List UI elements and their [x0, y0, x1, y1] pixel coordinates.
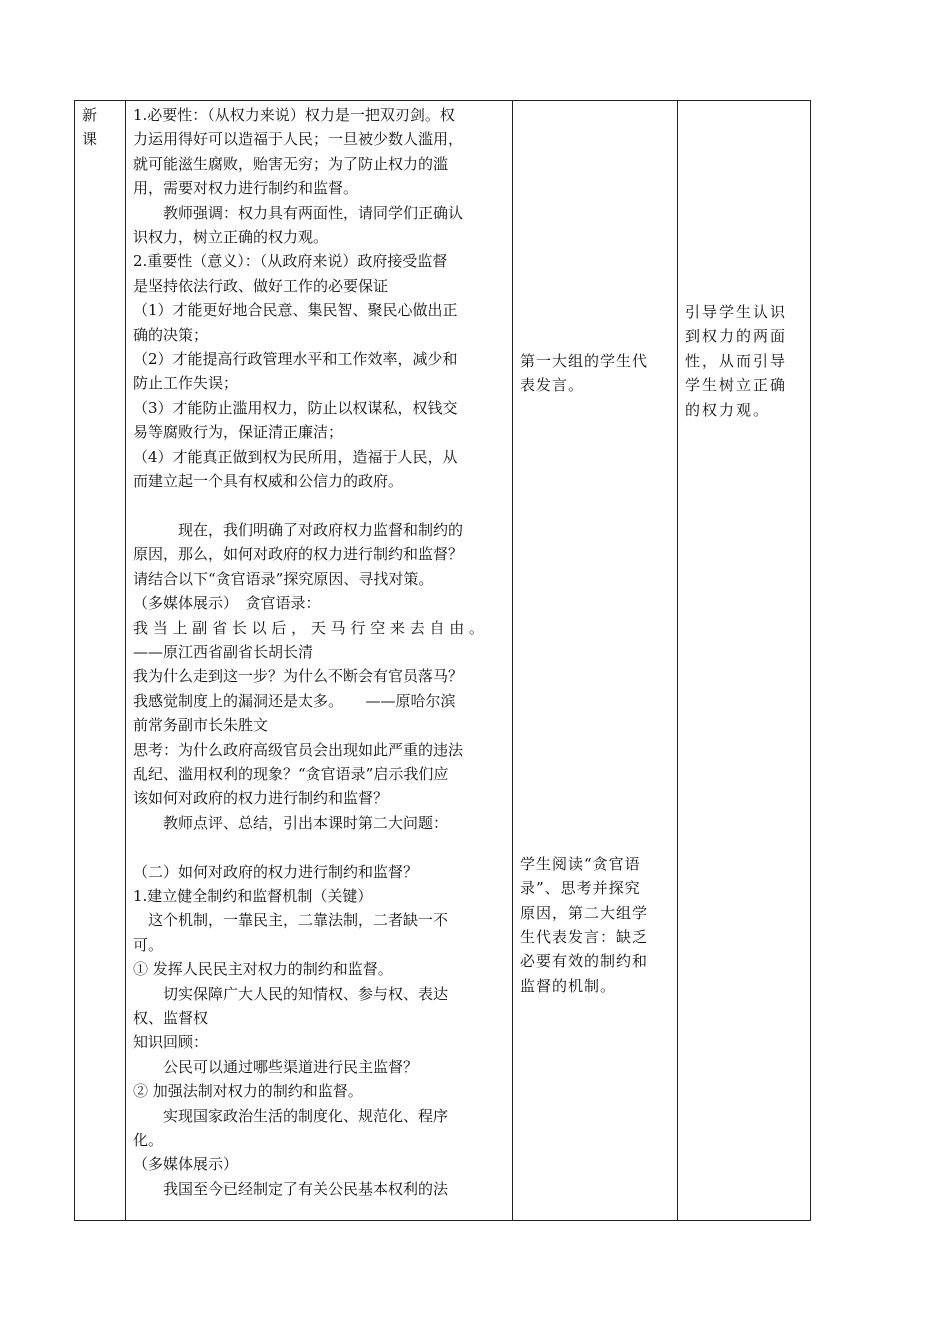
content-line: （4）才能真正做到权为民所用，造福于人民，从	[133, 447, 458, 466]
content-line: 思考：为什么政府高级官员会出现如此严重的违法	[133, 740, 464, 759]
content-line: 而建立起一个具有权威和公信力的政府。	[133, 472, 404, 491]
content-line: （2）才能提高行政管理水平和工作效率，减少和	[133, 350, 458, 369]
activity-line: 表发言。	[520, 376, 585, 395]
section-label-char: 课	[82, 130, 98, 149]
content-line: 识权力，树立正确的权力观。	[133, 228, 329, 247]
content-line: 确的决策；	[133, 325, 209, 344]
content-line: （二）如何对政府的权力进行制约和监督？	[133, 862, 419, 881]
content-line: ——原江西省副省长胡长清	[133, 642, 314, 661]
section-label-cell	[75, 101, 126, 1221]
content-line: 用，需要对权力进行制约和监督。	[133, 179, 359, 198]
intent-line: 性，从而引导	[685, 351, 788, 370]
activity-line: 生代表发言：缺乏	[520, 928, 649, 947]
content-line: 教师强调：权力具有两面性，请同学们正确认	[133, 203, 464, 222]
activity-line: 监督的机制。	[520, 976, 617, 995]
content-line: （多媒体展示）	[133, 1155, 239, 1174]
content-line: 我为什么走到这一步？为什么不断会有官员落马？	[133, 667, 464, 686]
content-line: 公民可以通过哪些渠道进行民主监督？	[133, 1057, 419, 1076]
content-line: 我国至今已经制定了有关公民基本权利的法	[133, 1179, 449, 1198]
content-line: 可。	[133, 935, 164, 954]
content-line: 力运用得好可以造福于人民；一旦被少数人滥用，	[133, 130, 464, 149]
content-line: 教师点评、总结，引出本课时第二大问题：	[133, 813, 449, 832]
content-line: 1.建立健全制约和监督机制（关键）	[133, 886, 373, 905]
content-line: （3）才能防止滥用权力，防止以权谋私，权钱交	[133, 398, 458, 417]
content-line: 防止工作失误；	[133, 374, 239, 393]
content-line: 原因，那么，如何对政府的权力进行制约和监督？	[133, 545, 464, 564]
content-line: 权、监督权	[133, 1009, 209, 1027]
content-line: 1.必要性：（从权力来说）权力是一把双刃剑。权	[133, 106, 455, 124]
content-line: （多媒体展示） 贪官语录：	[133, 594, 321, 613]
content-line-blank	[133, 835, 506, 859]
activity-line: 必要有效的制约和	[520, 952, 649, 971]
content-line-blank	[133, 494, 506, 518]
content-line: 前常务副市长朱胜文	[133, 716, 269, 735]
content-line: ② 加强法制对权力的制约和监督。	[133, 1082, 363, 1101]
design-intent-block	[685, 300, 804, 422]
content-line: 请结合以下“贪官语录”探究原因、寻找对策。	[133, 569, 434, 588]
content-line: 这个机制，一靠民主，二靠法制，二者缺一不	[133, 911, 449, 930]
activity-line: 原因，第二大组学	[520, 903, 649, 922]
student-activity-block	[520, 349, 671, 398]
content-line: 实现国家政治生活的制度化、规范化、程序	[133, 1106, 449, 1125]
content-line: 我 当 上 副 省 长 以 后 ， 天 马 行 空 来 去 自 由 。	[133, 618, 485, 637]
content-line: 我感觉制度上的漏洞还是太多。 ——原哈尔滨	[133, 691, 456, 710]
teaching-content-cell	[126, 101, 513, 1221]
content-line: 现在，我们明确了对政府权力监督和制约的	[133, 520, 464, 539]
lesson-plan-table	[74, 100, 811, 1221]
activity-line: 录”、思考并探究	[520, 879, 641, 898]
content-line: 就可能滋生腐败，贻害无穷；为了防止权力的滥	[133, 154, 449, 173]
intent-line: 的权力观。	[685, 400, 771, 419]
content-line: （1）才能更好地合民意、集民智、聚民心做出正	[133, 301, 458, 320]
content-line: 化。	[133, 1131, 164, 1150]
intent-line: 引导学生认识	[685, 303, 788, 321]
content-line: 知识回顾：	[133, 1033, 209, 1052]
intent-line: 学生树立正确	[685, 376, 788, 395]
content-line: 是坚持依法行政、做好工作的必要保证	[133, 276, 389, 295]
activity-line: 学生阅读“贪官语	[520, 854, 641, 873]
content-line: ① 发挥人民民主对权力的制约和监督。	[133, 960, 393, 979]
content-line: 切实保障广大人民的知情权、参与权、表达	[133, 984, 449, 1003]
student-activity-block	[520, 852, 671, 998]
content-line: 该如何对政府的权力进行制约和监督？	[133, 789, 389, 808]
content-line: 2.重要性（意义）：（从政府来说）政府接受监督	[133, 252, 448, 271]
section-label-char: 新	[82, 106, 98, 124]
activity-line: 第一大组的学生代	[520, 352, 649, 370]
content-line: 乱纪、滥用权利的现象？“贪官语录”启示我们应	[133, 764, 449, 783]
design-intent-cell	[678, 101, 811, 1221]
intent-line: 到权力的两面	[685, 327, 788, 346]
student-activity-cell	[513, 101, 678, 1221]
table-row	[75, 101, 811, 1221]
content-line: 易等腐败行为，保证清正廉洁；	[133, 423, 344, 442]
